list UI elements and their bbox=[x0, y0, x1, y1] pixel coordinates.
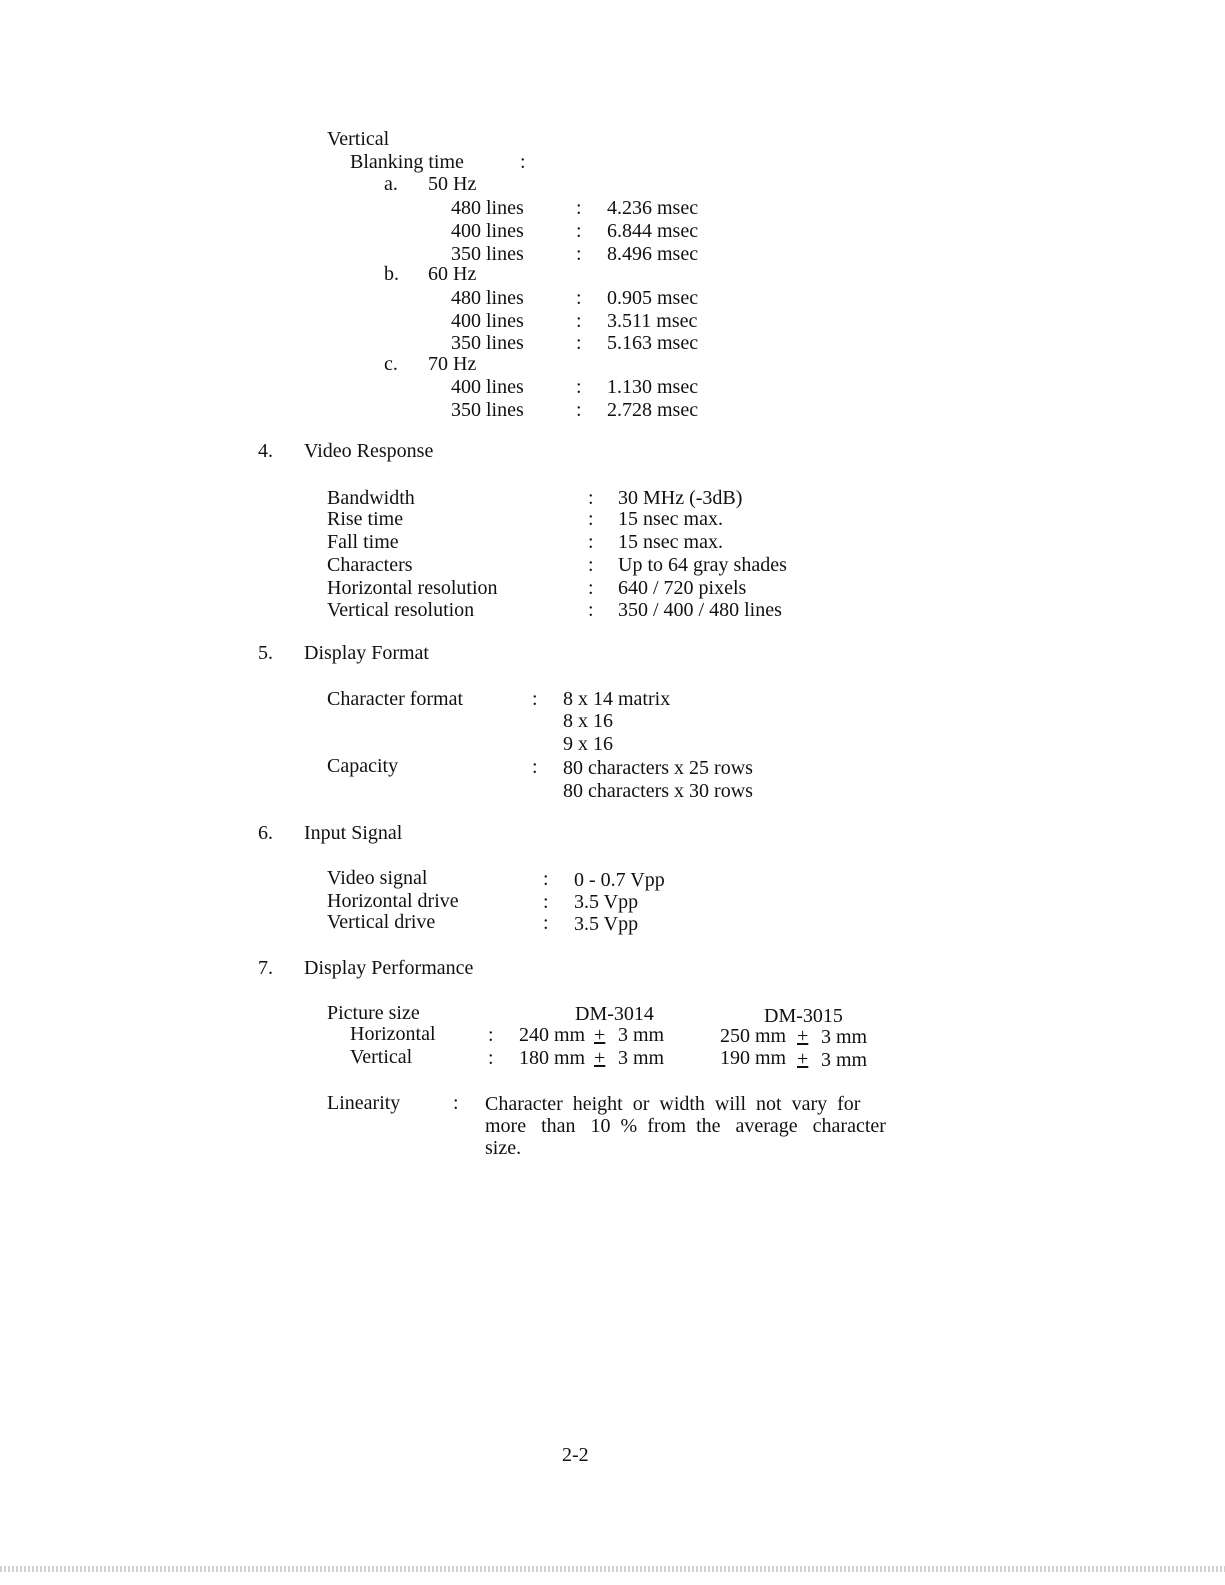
colon: : bbox=[543, 912, 549, 934]
spec-value: Up to 64 gray shades bbox=[618, 554, 787, 576]
blanking-value: 3.511 msec bbox=[607, 310, 698, 332]
model-dm-3014: DM-3014 bbox=[575, 1003, 654, 1025]
linearity-text-line: size. bbox=[485, 1137, 522, 1159]
section-number: 7. bbox=[258, 957, 273, 979]
spec-value: 0 - 0.7 Vpp bbox=[574, 869, 665, 891]
colon: : bbox=[588, 577, 594, 599]
size-value: 190 mm bbox=[720, 1047, 787, 1069]
size-tolerance: 3 mm bbox=[618, 1024, 665, 1046]
colon: : bbox=[588, 599, 594, 621]
colon: : bbox=[488, 1047, 494, 1069]
size-tolerance: 3 mm bbox=[618, 1047, 665, 1069]
plus-minus-icon: + bbox=[594, 1024, 606, 1046]
colon: : bbox=[532, 688, 538, 710]
section-number: 4. bbox=[258, 440, 273, 462]
lines-label: 350 lines bbox=[451, 332, 524, 354]
colon: : bbox=[576, 332, 582, 354]
blanking-time-label: Blanking time bbox=[350, 151, 464, 173]
spec-value: 15 nsec max. bbox=[618, 531, 723, 553]
blanking-value: 6.844 msec bbox=[607, 220, 699, 242]
size-value: 250 mm bbox=[720, 1025, 787, 1047]
linearity-label: Linearity bbox=[327, 1092, 401, 1114]
capacity-label: Capacity bbox=[327, 755, 399, 777]
size-value: 180 mm bbox=[519, 1047, 586, 1069]
picture-size-row-label: Horizontal bbox=[350, 1023, 436, 1045]
colon: : bbox=[488, 1024, 494, 1046]
lines-label: 400 lines bbox=[451, 310, 524, 332]
spec-label: Vertical drive bbox=[327, 911, 436, 933]
page-number: 2-2 bbox=[562, 1444, 589, 1466]
lines-label: 400 lines bbox=[451, 376, 524, 398]
section-number: 6. bbox=[258, 822, 273, 844]
spec-value: 640 / 720 pixels bbox=[618, 577, 747, 599]
colon: : bbox=[588, 531, 594, 553]
colon: : bbox=[576, 197, 582, 219]
group-frequency: 50 Hz bbox=[428, 173, 477, 195]
group-letter: a. bbox=[384, 173, 398, 195]
colon: : bbox=[576, 287, 582, 309]
character-format-label: Character format bbox=[327, 688, 464, 710]
plus-minus-icon: + bbox=[797, 1048, 809, 1070]
spec-value: 3.5 Vpp bbox=[574, 913, 639, 935]
colon: : bbox=[588, 508, 594, 530]
section-number: 5. bbox=[258, 642, 273, 664]
colon: : bbox=[576, 220, 582, 242]
character-format-value: 8 x 14 matrix bbox=[563, 688, 671, 710]
capacity-value: 80 characters x 30 rows bbox=[563, 780, 753, 802]
lines-label: 480 lines bbox=[451, 197, 524, 219]
section-title-input-signal: Input Signal bbox=[304, 822, 403, 844]
group-frequency: 60 Hz bbox=[428, 263, 477, 285]
spec-value: 15 nsec max. bbox=[618, 508, 723, 530]
spec-label: Horizontal resolution bbox=[327, 577, 498, 599]
spec-value: 30 MHz (-3dB) bbox=[618, 487, 743, 509]
size-tolerance: 3 mm bbox=[821, 1049, 868, 1071]
vertical-heading: Vertical bbox=[327, 128, 390, 150]
blanking-value: 1.130 msec bbox=[607, 376, 699, 398]
colon: : bbox=[453, 1092, 459, 1114]
lines-label: 350 lines bbox=[451, 399, 524, 421]
group-letter: c. bbox=[384, 353, 398, 375]
spec-label: Fall time bbox=[327, 531, 399, 553]
colon: : bbox=[576, 376, 582, 398]
plus-minus-icon: + bbox=[594, 1047, 606, 1069]
spec-label: Bandwidth bbox=[327, 487, 415, 509]
spec-value: 3.5 Vpp bbox=[574, 891, 639, 913]
size-value: 240 mm bbox=[519, 1024, 586, 1046]
section-title-video-response: Video Response bbox=[304, 440, 434, 462]
lines-label: 400 lines bbox=[451, 220, 524, 242]
linearity-text-line: Character height or width will not vary for bbox=[485, 1093, 861, 1115]
blanking-value: 5.163 msec bbox=[607, 332, 699, 354]
character-format-value: 8 x 16 bbox=[563, 710, 613, 732]
group-letter: b. bbox=[384, 263, 399, 285]
spec-value: 350 / 400 / 480 lines bbox=[618, 599, 782, 621]
colon: : bbox=[543, 891, 549, 913]
scan-edge-divider bbox=[0, 1566, 1225, 1572]
section-title-display-performance: Display Performance bbox=[304, 957, 474, 979]
spec-label: Horizontal drive bbox=[327, 890, 459, 912]
colon: : bbox=[588, 487, 594, 509]
colon: : bbox=[532, 756, 538, 778]
blanking-value: 2.728 msec bbox=[607, 399, 699, 421]
spec-label: Vertical resolution bbox=[327, 599, 475, 621]
spec-label: Characters bbox=[327, 554, 413, 576]
colon: : bbox=[576, 399, 582, 421]
capacity-value: 80 characters x 25 rows bbox=[563, 757, 753, 779]
colon: : bbox=[520, 151, 526, 173]
colon: : bbox=[576, 243, 582, 265]
picture-size-label: Picture size bbox=[327, 1002, 420, 1024]
colon: : bbox=[588, 554, 594, 576]
linearity-text-line: more than 10 % from the average character bbox=[485, 1115, 886, 1137]
spec-label: Rise time bbox=[327, 508, 404, 530]
spec-label: Video signal bbox=[327, 867, 428, 889]
character-format-value: 9 x 16 bbox=[563, 733, 613, 755]
section-title-display-format: Display Format bbox=[304, 642, 429, 664]
lines-label: 350 lines bbox=[451, 243, 524, 265]
blanking-value: 8.496 msec bbox=[607, 243, 699, 265]
picture-size-row-label: Vertical bbox=[350, 1046, 413, 1068]
plus-minus-icon: + bbox=[797, 1025, 809, 1047]
blanking-value: 0.905 msec bbox=[607, 287, 699, 309]
lines-label: 480 lines bbox=[451, 287, 524, 309]
colon: : bbox=[543, 868, 549, 890]
blanking-value: 4.236 msec bbox=[607, 197, 699, 219]
group-frequency: 70 Hz bbox=[428, 353, 477, 375]
size-tolerance: 3 mm bbox=[821, 1026, 868, 1048]
colon: : bbox=[576, 310, 582, 332]
model-dm-3015: DM-3015 bbox=[764, 1005, 843, 1027]
